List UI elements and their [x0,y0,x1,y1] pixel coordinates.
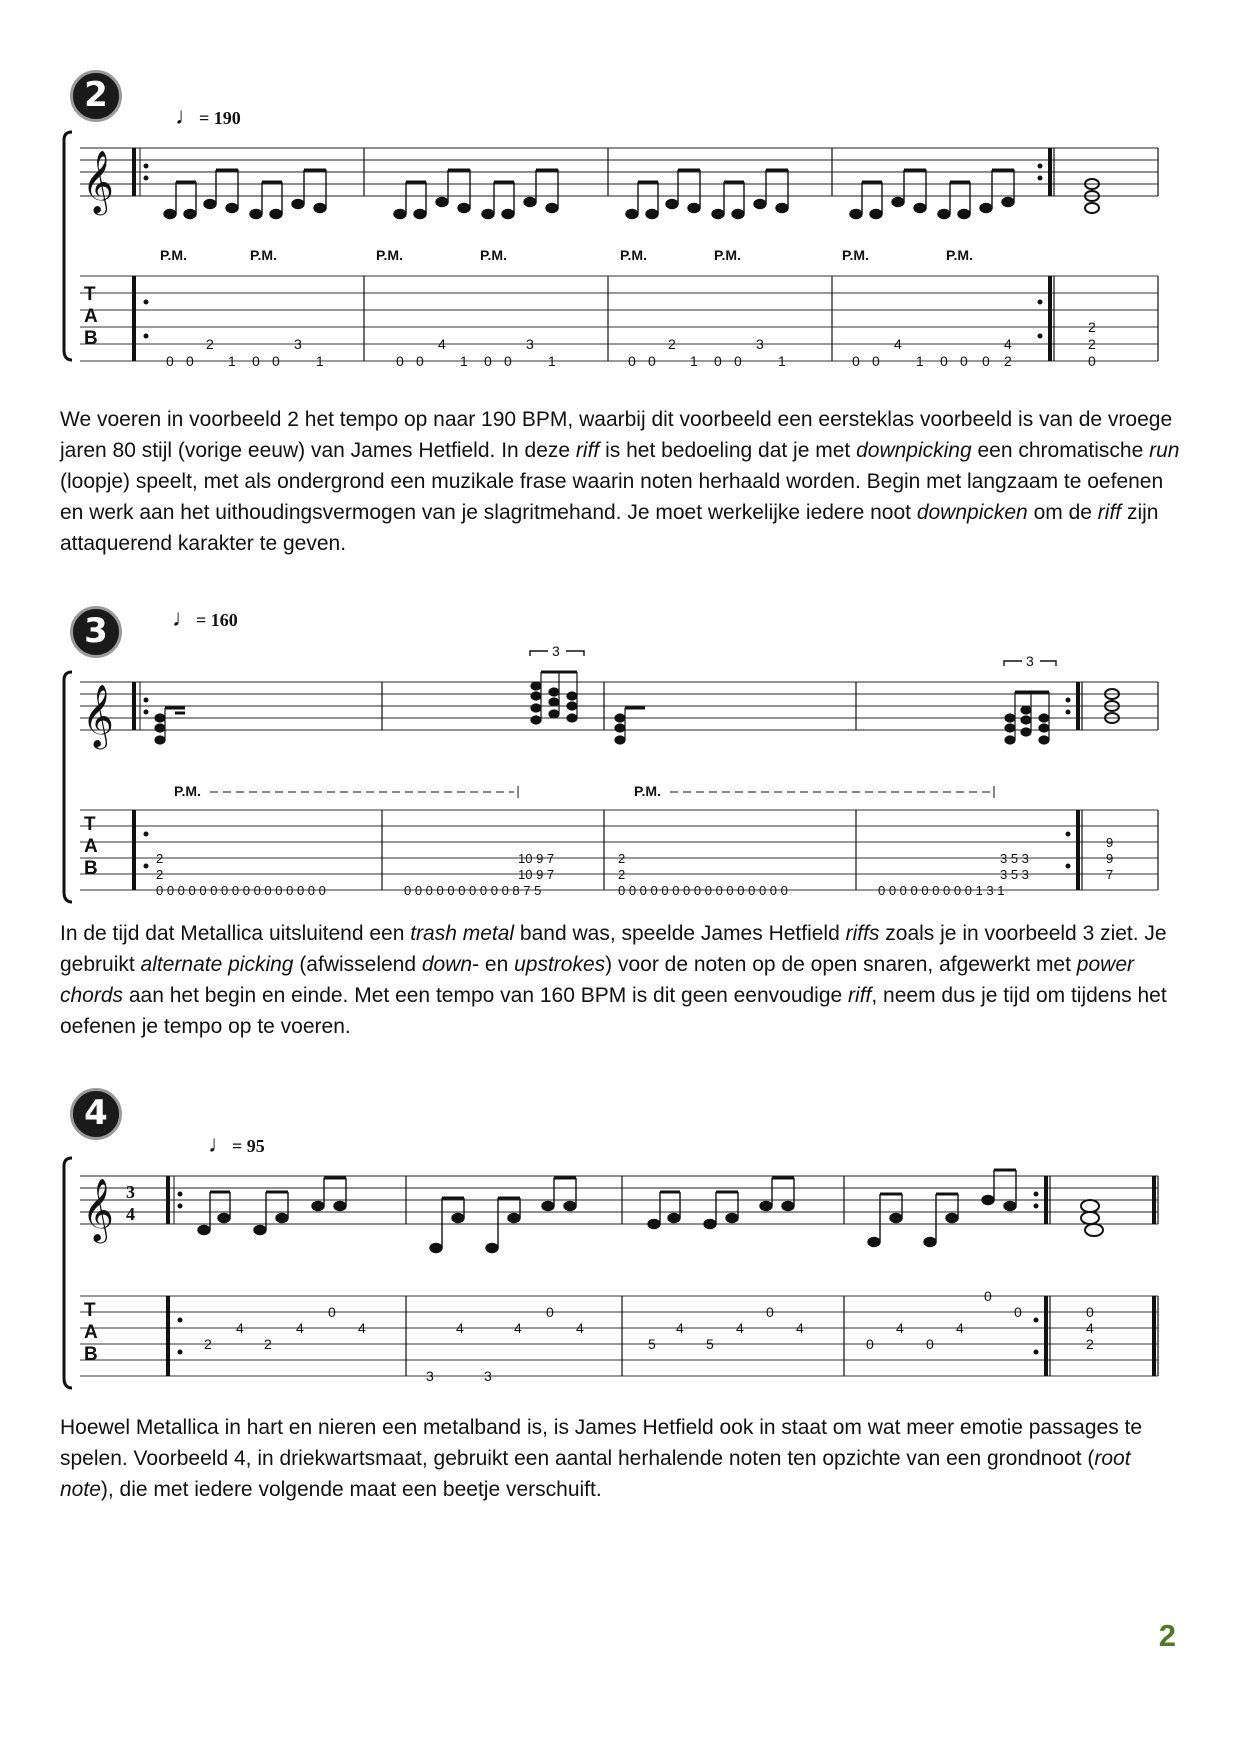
svg-text:4: 4 [736,1320,744,1336]
svg-text:3 5 3: 3 5 3 [1000,867,1029,882]
svg-text:2: 2 [206,336,214,352]
pm-label: P.M. [250,247,277,263]
svg-text:3: 3 [294,336,302,352]
svg-text:0: 0 [1086,1304,1094,1320]
svg-text:B: B [84,1344,98,1365]
tempo-marking: ♩= 190 [175,104,241,130]
svg-text:9: 9 [1106,835,1114,850]
svg-text:𝄞: 𝄞 [82,686,114,746]
svg-text:0: 0 [852,353,860,369]
pm-label: P.M. [480,247,507,263]
svg-text:0: 0 [1088,353,1096,369]
svg-text:2: 2 [156,867,164,882]
svg-text:3: 3 [526,336,534,352]
svg-text:4: 4 [676,1320,684,1336]
svg-text:0 0 0 0 0 0 0 0 0 0 0 0 0 0 0: 0 0 0 0 0 0 0 0 0 0 0 0 0 0 0 0 [156,883,326,898]
svg-text:2: 2 [1004,353,1012,369]
svg-text:0 0 0 0 0 0 0 0 0 0 8 7 5: 0 0 0 0 0 0 0 0 0 0 8 7 5 [404,883,542,898]
tempo-marking: ♩= 160 [172,606,238,632]
paragraph-example-3: In de tijd dat Metallica uitsluitend een trash metal band was, speelde James Hetfield riffs zoals je in voorbeeld 3 ziet. Je gebruikt alternate picking (afwisselend down- en upstrokes) voor de noten op de open snaren, afgewerkt met power chords aan het begin en einde. Met een tempo van 160 BPM is dit geen eenvoudige riff, neem dus je tijd om tijdens het oefenen je tempo op te voeren. [60,922,1167,1038]
svg-text:3: 3 [484,1368,492,1384]
svg-text:0: 0 [546,1304,554,1320]
svg-text:4: 4 [438,336,446,352]
svg-text:4: 4 [956,1320,964,1336]
triplet-mark: 3 [552,643,560,659]
svg-text:2: 2 [618,867,626,882]
svg-text:1: 1 [778,353,786,369]
svg-text:4: 4 [236,1320,244,1336]
quarter-note-icon: ♩ [208,1132,232,1158]
svg-text:0: 0 [628,353,636,369]
pm-label: P.M. [160,247,187,263]
triplet-mark: 3 [1026,653,1034,669]
svg-text:B: B [84,858,98,879]
svg-text:4: 4 [896,1320,904,1336]
quarter-note-icon: ♩ [172,606,196,632]
svg-text:1: 1 [690,353,698,369]
svg-text:2: 2 [668,336,676,352]
svg-text:0: 0 [328,1304,336,1320]
svg-text:4: 4 [1086,1320,1094,1336]
page-number: 2 [1158,1618,1176,1653]
pm-label: P.M. [946,247,973,263]
svg-text:2: 2 [1088,336,1096,352]
svg-text:0: 0 [734,353,742,369]
svg-text:1: 1 [916,353,924,369]
svg-text:0: 0 [252,353,260,369]
svg-text:4: 4 [576,1320,584,1336]
pm-label: P.M. [842,247,869,263]
time-signature-bottom: 4 [126,1204,135,1224]
pm-label: P.M. [376,247,403,263]
svg-text:3: 3 [426,1368,434,1384]
svg-text:0: 0 [984,1288,992,1304]
svg-text:0: 0 [166,353,174,369]
svg-text:0: 0 [416,353,424,369]
svg-text:0: 0 [1014,1304,1022,1320]
svg-text:2: 2 [618,851,626,866]
quarter-note-icon: ♩ [175,104,199,130]
svg-text:7: 7 [1106,867,1114,882]
pm-label: P.M. [620,247,647,263]
svg-text:A: A [84,1322,98,1343]
svg-text:1: 1 [316,353,324,369]
svg-text:A: A [84,306,98,327]
example-4 [60,1078,1175,1398]
svg-text:0: 0 [484,353,492,369]
svg-text:0: 0 [396,353,404,369]
svg-text:4: 4 [296,1320,304,1336]
svg-text:0: 0 [982,353,990,369]
svg-text:2: 2 [204,1336,212,1352]
tempo-marking: ♩= 95 [208,1132,265,1158]
svg-text:0: 0 [504,353,512,369]
example-number-badge: 3 [70,606,122,658]
pm-label: P.M. [174,783,201,799]
svg-text:0: 0 [926,1336,934,1352]
svg-text:𝄞: 𝄞 [82,152,114,212]
svg-text:3 5 3: 3 5 3 [1000,851,1029,866]
svg-text:3: 3 [756,336,764,352]
svg-text:10 9 7: 10 9 7 [518,867,555,882]
svg-text:2: 2 [156,851,164,866]
svg-text:4: 4 [358,1320,366,1336]
svg-text:5: 5 [648,1336,656,1352]
svg-text:0: 0 [872,353,880,369]
example-3 [60,596,1175,916]
svg-text:4: 4 [456,1320,464,1336]
svg-text:1: 1 [228,353,236,369]
notation-staff [60,60,1175,380]
example-number-badge: 4 [70,1088,122,1140]
svg-text:4: 4 [796,1320,804,1336]
svg-text:4: 4 [514,1320,522,1336]
svg-text:9: 9 [1106,851,1114,866]
svg-text:0 0 0 0 0 0 0 0 0 1 3 1: 0 0 0 0 0 0 0 0 0 1 3 1 [878,883,1005,898]
example-number-badge: 2 [70,70,122,122]
svg-text:1: 1 [460,353,468,369]
pm-label: P.M. [714,247,741,263]
svg-text:T: T [84,284,96,305]
svg-text:0: 0 [648,353,656,369]
notation-staff [60,1078,1175,1398]
example-2 [60,60,1175,380]
svg-text:10 9 7: 10 9 7 [518,851,555,866]
svg-text:4: 4 [1004,336,1012,352]
svg-text:0: 0 [960,353,968,369]
svg-text:5: 5 [706,1336,714,1352]
svg-text:1: 1 [548,353,556,369]
svg-text:0: 0 [272,353,280,369]
svg-text:0: 0 [714,353,722,369]
svg-text:0: 0 [940,353,948,369]
svg-text:0: 0 [866,1336,874,1352]
svg-text:B: B [84,328,98,349]
svg-text:T: T [84,814,96,835]
pm-label: P.M. [634,783,661,799]
paragraph-example-2: We voeren in voorbeeld 2 het tempo op naar 190 BPM, waarbij dit voorbeeld een eersteklas voorbeeld is van de vroege jaren 80 stijl (vorige eeuw) van James Hetfield. In deze riff is het bedoeling dat je met downpicking een chromatische run (loopje) speelt, met als ondergrond een muzikale frase waarin noten herhaald worden. Begin met langzaam te oefenen en werk aan het uithoudingsvermogen van je slagritmehand. Je moet werkelijke iedere noot downpicken om de riff zijn attaquerend karakter te geven. [60,408,1180,555]
paragraph-example-4: Hoewel Metallica in hart en nieren een metalband is, is James Hetfield ook in staat om wat meer emotie passages te spelen. Voorbeeld 4, in driekwartsmaat, gebruikt een aantal herhalende noten ten opzichte van een grondnoot (root note), die met iedere volgende maat een beetje verschuift. [60,1416,1143,1501]
svg-text:2: 2 [1088,319,1096,335]
time-signature-top: 3 [126,1182,135,1202]
palm-mute-markings [160,247,973,263]
svg-text:2: 2 [264,1336,272,1352]
svg-text:2: 2 [1086,1336,1094,1352]
notation-staff [60,596,1175,916]
svg-text:0: 0 [186,353,194,369]
svg-text:0: 0 [766,1304,774,1320]
svg-text:0 0 0 0 0 0 0 0 0 0 0 0 0 0 0: 0 0 0 0 0 0 0 0 0 0 0 0 0 0 0 0 [618,883,788,898]
svg-text:A: A [84,836,98,857]
svg-text:𝄞: 𝄞 [82,1180,114,1240]
svg-text:T: T [84,1300,96,1321]
svg-text:4: 4 [894,336,902,352]
